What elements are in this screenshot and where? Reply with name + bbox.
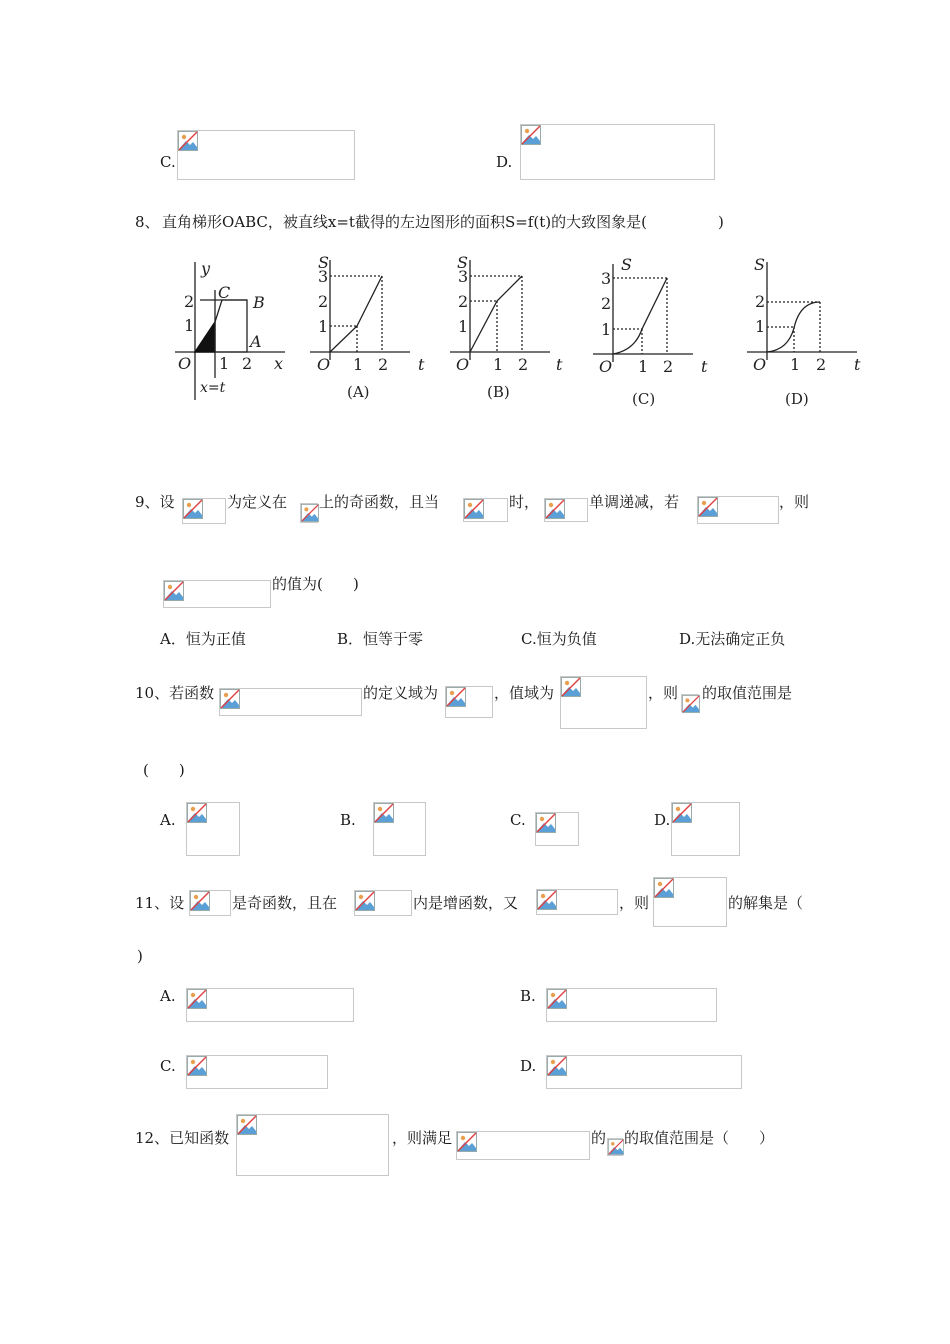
q9-text-3: 时， bbox=[509, 493, 540, 511]
c-o-label: O bbox=[599, 357, 613, 376]
q10-option-b-image bbox=[373, 802, 426, 856]
q10-text-3: ，则 bbox=[648, 684, 679, 702]
broken-image-icon bbox=[187, 803, 207, 823]
a-caption: (A) bbox=[347, 383, 370, 401]
q10-option-b-label: B. bbox=[340, 811, 356, 829]
q8-close-paren: ) bbox=[718, 213, 724, 231]
q8-question-text: 直角梯形OABC，被直线x=t截得的左边图形的面积S=f(t)的大致图象是( bbox=[162, 213, 647, 231]
q9-option-a: A．恒为正值 bbox=[160, 630, 246, 648]
q9-text-5: ，则 bbox=[779, 493, 810, 511]
q11-text-1: 是奇函数，且在 bbox=[232, 894, 338, 912]
q11-option-b-label: B. bbox=[520, 987, 536, 1005]
broken-image-icon bbox=[237, 1115, 257, 1135]
b-t-label: t bbox=[556, 355, 563, 374]
c-y2-tick: 2 bbox=[601, 294, 612, 313]
a-y3-tick: 3 bbox=[318, 267, 329, 286]
main-b-label: B bbox=[253, 293, 265, 312]
broken-image-icon bbox=[187, 989, 207, 1009]
q7-option-d-label: D. bbox=[496, 153, 513, 171]
q10-text-2: ，值域为 bbox=[494, 684, 555, 702]
main-y-label: y bbox=[201, 259, 211, 278]
a-s-label: S bbox=[318, 253, 329, 272]
broken-image-icon bbox=[190, 891, 210, 911]
broken-image-icon bbox=[183, 499, 203, 519]
q12-text-3: 的取值范围是（ ） bbox=[624, 1129, 775, 1147]
q10-option-d-image bbox=[671, 802, 740, 856]
q9-img-3 bbox=[463, 498, 508, 522]
broken-image-icon bbox=[521, 125, 541, 145]
b-y2-tick: 2 bbox=[458, 292, 469, 311]
q10-option-a-label: A. bbox=[160, 811, 176, 829]
broken-image-icon bbox=[457, 1132, 477, 1152]
q10-option-c-image bbox=[535, 812, 579, 846]
q9-img-5 bbox=[697, 496, 779, 524]
q10-option-d-label: D. bbox=[654, 811, 671, 829]
q10-img-3 bbox=[560, 676, 647, 729]
broken-image-icon bbox=[547, 1056, 567, 1076]
q12-img-2 bbox=[456, 1131, 590, 1160]
c-y3-tick: 3 bbox=[601, 269, 612, 288]
broken-image-icon bbox=[374, 803, 394, 823]
q10-option-a-image bbox=[186, 802, 240, 856]
q11-text-3: ，则 bbox=[619, 894, 650, 912]
a-t-label: t bbox=[418, 355, 425, 374]
broken-image-icon bbox=[672, 803, 692, 823]
broken-image-icon bbox=[464, 499, 484, 519]
b-t2-tick: 2 bbox=[518, 355, 529, 374]
q9-img-6 bbox=[163, 580, 271, 608]
a-t1-tick: 1 bbox=[353, 355, 364, 374]
q9-text-6: 的值为( bbox=[272, 575, 323, 593]
q9-option-d: D.无法确定正负 bbox=[679, 630, 786, 648]
q11-text-2: 内是增函数，又 bbox=[413, 894, 519, 912]
q11-img-1 bbox=[189, 890, 231, 916]
main-x1-tick: 1 bbox=[219, 354, 230, 373]
a-t2-tick: 2 bbox=[378, 355, 389, 374]
main-y2-tick: 2 bbox=[184, 292, 195, 311]
q12-img-1 bbox=[236, 1114, 389, 1176]
q11-img-4 bbox=[653, 877, 727, 927]
main-c-label: C bbox=[218, 283, 231, 302]
a-o-label: O bbox=[317, 355, 331, 374]
q11-option-a-image bbox=[186, 988, 354, 1022]
c-s-label: S bbox=[621, 255, 632, 274]
b-y1-tick: 1 bbox=[458, 317, 469, 336]
q10-number: 10、若函数 bbox=[135, 684, 215, 702]
q11-option-a-label: A. bbox=[160, 987, 176, 1005]
q10-text-1: 的定义域为 bbox=[363, 684, 439, 702]
q10-img-1 bbox=[219, 688, 362, 716]
broken-image-icon bbox=[220, 689, 240, 709]
q11-option-d-label: D. bbox=[520, 1057, 537, 1075]
a-y1-tick: 1 bbox=[318, 317, 329, 336]
q12-number: 12、已知函数 bbox=[135, 1129, 230, 1147]
q11-img-2 bbox=[354, 890, 412, 916]
q9-text-1: 为定义在 bbox=[227, 493, 288, 511]
main-a-label: A bbox=[250, 332, 262, 351]
q7-option-c-image bbox=[177, 130, 355, 180]
broken-image-icon bbox=[187, 1056, 207, 1076]
q11-number: 11、设 bbox=[135, 894, 185, 912]
q12-img-3 bbox=[607, 1138, 623, 1156]
broken-image-icon bbox=[545, 499, 565, 519]
q11-option-c-image bbox=[186, 1055, 328, 1089]
q9-text-4: 单调递减，若 bbox=[589, 493, 680, 511]
d-y1-tick: 1 bbox=[755, 317, 766, 336]
main-x2-tick: 2 bbox=[242, 354, 253, 373]
a-y2-tick: 2 bbox=[318, 292, 329, 311]
q7-option-c-label: C. bbox=[160, 153, 176, 171]
c-t-label: t bbox=[701, 357, 708, 376]
broken-image-icon bbox=[536, 813, 556, 833]
q11-option-c-label: C. bbox=[160, 1057, 176, 1075]
q9-option-c: C.恒为负值 bbox=[521, 630, 597, 648]
broken-image-icon bbox=[698, 497, 718, 517]
b-caption: (B) bbox=[487, 383, 510, 401]
q11-img-3 bbox=[536, 889, 618, 915]
broken-image-icon bbox=[355, 891, 375, 911]
q8-number: 8、 bbox=[135, 213, 160, 231]
main-y1-tick: 1 bbox=[184, 316, 195, 335]
b-t1-tick: 1 bbox=[493, 355, 504, 374]
q11-text-4: 的解集是（ bbox=[728, 894, 804, 912]
q11-close-paren: ) bbox=[137, 947, 143, 965]
d-o-label: O bbox=[753, 355, 767, 374]
broken-image-icon bbox=[608, 1139, 624, 1155]
q12-text-1: ，则满足 bbox=[392, 1129, 453, 1147]
q9-img-4 bbox=[544, 498, 588, 522]
q10-option-c-label: C. bbox=[510, 811, 526, 829]
c-y1-tick: 1 bbox=[601, 320, 612, 339]
c-t1-tick: 1 bbox=[638, 357, 649, 376]
broken-image-icon bbox=[537, 890, 557, 910]
q9-text-2: 上的奇函数，且当 bbox=[319, 493, 440, 511]
q9-img-1 bbox=[182, 498, 226, 524]
q10-paren: ( ) bbox=[143, 761, 185, 779]
q11-option-d-image bbox=[546, 1055, 742, 1089]
q9-number: 9、设 bbox=[135, 493, 175, 511]
b-s-label: S bbox=[457, 253, 468, 272]
broken-image-icon bbox=[164, 581, 184, 601]
q9-img-2 bbox=[300, 503, 318, 523]
q10-img-2 bbox=[445, 686, 493, 718]
d-y2-tick: 2 bbox=[755, 292, 766, 311]
q10-img-4 bbox=[681, 694, 699, 712]
broken-image-icon bbox=[446, 687, 466, 707]
d-t1-tick: 1 bbox=[790, 355, 801, 374]
c-caption: (C) bbox=[632, 390, 656, 408]
q7-option-d-image bbox=[520, 124, 715, 180]
broken-image-icon bbox=[547, 989, 567, 1009]
broken-image-icon bbox=[682, 695, 700, 713]
broken-image-icon bbox=[654, 878, 674, 898]
q9-option-b: B．恒等于零 bbox=[337, 630, 424, 648]
b-o-label: O bbox=[456, 355, 470, 374]
c-t2-tick: 2 bbox=[663, 357, 674, 376]
d-t-label: t bbox=[854, 355, 861, 374]
broken-image-icon bbox=[178, 131, 198, 151]
d-caption: (D) bbox=[785, 390, 809, 408]
main-x-label: x bbox=[274, 354, 284, 373]
broken-image-icon bbox=[301, 504, 319, 522]
q10-text-4: 的取值范围是 bbox=[702, 684, 793, 702]
d-s-label: S bbox=[754, 255, 765, 274]
d-t2-tick: 2 bbox=[816, 355, 827, 374]
b-y3-tick: 3 bbox=[458, 267, 469, 286]
q12-text-2: 的 bbox=[591, 1129, 607, 1147]
q11-option-b-image bbox=[546, 988, 717, 1022]
main-xt-label: x=t bbox=[200, 380, 226, 396]
broken-image-icon bbox=[561, 677, 581, 697]
q9-close-paren: ) bbox=[353, 575, 359, 593]
main-o-label: O bbox=[178, 354, 192, 373]
q8-graph-figure bbox=[170, 250, 870, 420]
